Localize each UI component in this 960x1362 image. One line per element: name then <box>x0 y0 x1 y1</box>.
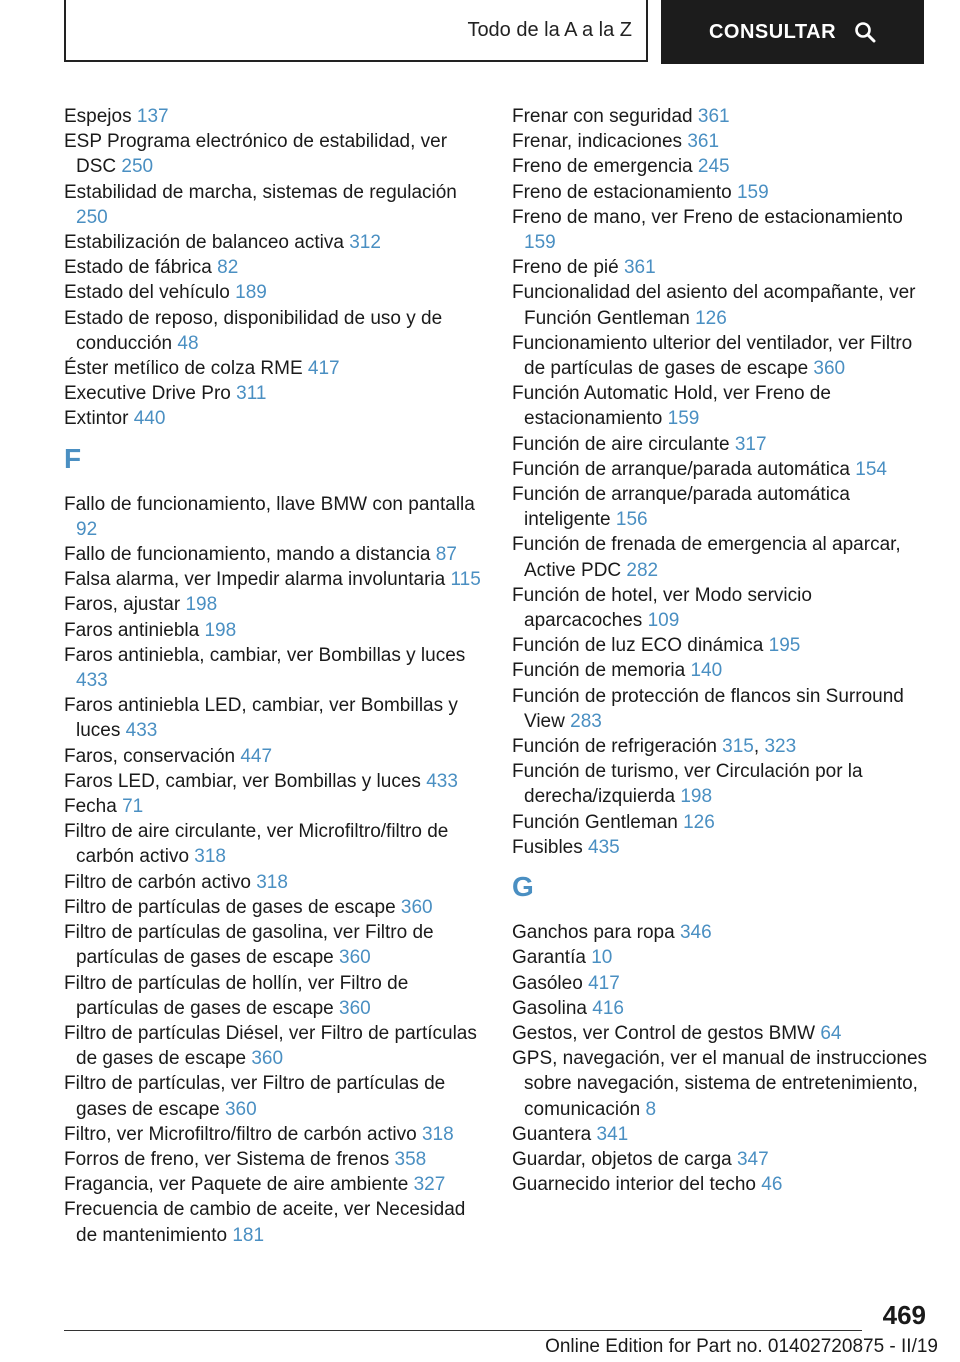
index-entry <box>512 381 932 431</box>
page-link[interactable]: 82 <box>217 257 239 279</box>
index-entry: Función de refrigeración 315, 323 <box>512 736 797 758</box>
index-entry-text: Función Gentleman <box>512 811 678 833</box>
index-entry-text: Estabilización de balanceo activa <box>64 232 344 254</box>
index-entry <box>64 794 484 819</box>
index-entry-text: Función de luz ECO dinámica <box>512 635 764 657</box>
page-link[interactable]: 8 <box>645 1098 657 1120</box>
page-link[interactable]: 126 <box>695 307 727 329</box>
page-link[interactable]: 315 <box>722 736 754 758</box>
page-link[interactable]: 159 <box>667 408 700 430</box>
page-link[interactable]: 282 <box>626 559 659 581</box>
index-entry-text: Freno de estacionamiento <box>512 181 732 203</box>
section-letter: G <box>512 871 534 903</box>
page-link[interactable]: 189 <box>235 282 267 304</box>
page-link[interactable]: 137 <box>136 106 169 127</box>
index-entry-text: Función de arranque/parada automática inteligente <box>512 484 851 531</box>
index-entry-text: Fusibles <box>512 836 583 858</box>
page-link[interactable]: 358 <box>394 1148 427 1170</box>
index-entry-text: Gasóleo <box>512 972 583 994</box>
index-entry-text: Filtro de partículas de gasolina, ver Filtro de partículas de gases de escape <box>64 922 434 969</box>
section-letter: F <box>64 442 82 474</box>
index-entry <box>512 996 932 1021</box>
index-entry-text: Ganchos para ropa <box>512 922 675 944</box>
page-link[interactable]: 154 <box>855 458 887 480</box>
page-link[interactable]: 435 <box>588 836 620 858</box>
index-entry <box>512 129 932 154</box>
index-entry <box>64 180 484 230</box>
index-entry-text: Estado de reposo, disponibilidad de uso y de conducción <box>64 307 443 354</box>
index-entry <box>64 542 484 567</box>
page-link[interactable]: 361 <box>687 131 720 153</box>
index-entry <box>64 406 484 431</box>
index-entry-text: Guardar, objetos de carga <box>512 1148 732 1170</box>
index-entry <box>64 1071 484 1121</box>
page-link[interactable]: 198 <box>680 786 713 808</box>
page-link[interactable]: 360 <box>224 1098 257 1120</box>
index-entry-text: Frenar, indicaciones <box>512 131 683 153</box>
page-link[interactable]: 109 <box>647 610 680 632</box>
index-entry <box>64 230 484 255</box>
index-entry <box>512 180 932 205</box>
page-link[interactable]: 347 <box>736 1148 769 1170</box>
index-entry <box>64 643 484 693</box>
index-entry <box>512 971 932 996</box>
index-entry <box>512 1122 932 1147</box>
index-entry <box>64 1147 484 1172</box>
index-entry-text: Freno de mano, ver Freno de estacionamiento <box>512 206 903 228</box>
page-link[interactable]: 361 <box>697 106 730 127</box>
index-entry <box>64 356 484 381</box>
index-entry-text: Función de memoria <box>512 660 686 682</box>
page-link[interactable]: 327 <box>413 1174 446 1196</box>
index-entry <box>64 819 484 869</box>
index-entry <box>512 154 932 179</box>
footer-divider <box>64 1330 862 1331</box>
index-entry <box>64 306 484 356</box>
index-entry <box>64 693 484 743</box>
index-entry <box>64 1021 484 1071</box>
page-link[interactable]: 360 <box>400 896 433 918</box>
search-icon <box>854 21 876 43</box>
page-link[interactable]: 181 <box>232 1224 265 1246</box>
index-entry <box>512 583 932 633</box>
index-entry-text: Faros antiniebla LED, cambiar, ver Bombillas y luces <box>64 695 458 742</box>
page-link[interactable]: 159 <box>736 181 769 203</box>
index-entry-text: Espejos <box>64 106 132 127</box>
index-entry-text: Executive Drive Pro <box>64 383 231 405</box>
index-entry <box>64 971 484 1021</box>
index-entry-text: Función de aire circulante <box>512 433 730 455</box>
index-entry <box>512 532 932 582</box>
page-link[interactable]: 360 <box>813 358 846 380</box>
page-link[interactable]: 245 <box>697 156 730 178</box>
index-entry <box>512 482 932 532</box>
index-entry-text: Estabilidad de marcha, sistemas de regulación <box>64 181 457 203</box>
index-entry <box>64 1172 484 1197</box>
index-entry <box>64 592 484 617</box>
index-entry <box>512 104 932 129</box>
page-link[interactable]: 433 <box>76 670 108 692</box>
index-entry <box>64 129 484 179</box>
index-entry <box>512 684 932 734</box>
index-entry-text: Filtro de partículas de hollín, ver Filtro de partículas de gases de escape <box>64 972 409 1019</box>
tab-a-to-z[interactable]: Todo de la A a la Z <box>64 0 648 62</box>
index-entry <box>512 1046 932 1122</box>
footer-edition: Online Edition for Part no. 01402720875 - II/19 <box>545 1336 938 1357</box>
index-entry-text: Fallo de funcionamiento, mando a distancia <box>64 544 431 566</box>
page-link[interactable]: 71 <box>122 796 144 818</box>
index-entry-text: Faros antiniebla, cambiar, ver Bombillas y luces <box>64 644 466 666</box>
index-entry <box>512 1021 932 1046</box>
page-link[interactable]: 433 <box>125 720 158 742</box>
index-entry <box>64 920 484 970</box>
index-entry-text: Filtro, ver Microfiltro/filtro de carbón activo <box>64 1123 417 1145</box>
index-entry-text: Freno de emergencia <box>512 156 693 178</box>
tab-consultar-label: CONSULTAR <box>708 20 837 43</box>
page-link[interactable]: 48 <box>177 332 199 354</box>
index-entry-text: Fallo de funcionamiento, llave BMW con pantalla <box>64 493 475 515</box>
page-link[interactable]: 92 <box>76 518 98 540</box>
page-link[interactable]: 417 <box>307 358 340 380</box>
page-link[interactable]: 311 <box>236 383 267 405</box>
index-entry-text: Faros, conservación <box>64 745 236 767</box>
index-entry-text: ESP Programa electrónico de estabilidad, ver DSC <box>64 131 448 178</box>
page-link[interactable]: 250 <box>121 156 154 178</box>
index-entry-text: Falsa alarma, ver Impedir alarma involuntaria <box>64 569 446 591</box>
index-entry-text: Faros antiniebla <box>64 619 200 641</box>
index-entry-text: Filtro de partículas de gases de escape <box>64 896 396 918</box>
index-entry-text: Filtro de partículas, ver Filtro de partículas de gases de escape <box>64 1073 446 1120</box>
page-link[interactable]: 140 <box>690 660 723 682</box>
page-link[interactable]: 195 <box>768 635 801 657</box>
index-entry <box>64 492 484 542</box>
page-link[interactable]: 156 <box>615 509 648 531</box>
index-entry <box>512 920 932 945</box>
page-link[interactable]: 417 <box>588 972 620 994</box>
page-link[interactable]: 360 <box>339 947 371 969</box>
index-entry <box>64 769 484 794</box>
page-link[interactable]: 317 <box>734 433 767 455</box>
index-entry-text: Gestos, ver Control de gestos BMW <box>512 1022 816 1044</box>
index-entry <box>512 835 932 860</box>
index-entry <box>512 1172 932 1197</box>
index-entry-text: Freno de pié <box>512 257 619 279</box>
index-entry <box>64 895 484 920</box>
index-entry <box>64 1197 484 1247</box>
index-entry-text: Faros, ajustar <box>64 594 181 616</box>
index-entry-text: Frenar con seguridad <box>512 106 693 127</box>
index-entry-text: Guarnecido interior del techo <box>512 1174 756 1196</box>
page-number: 469 <box>882 1300 926 1330</box>
header-tabs <box>64 0 924 64</box>
index-entry-text: Faros LED, cambiar, ver Bombillas y luces <box>64 770 421 792</box>
index-entry <box>64 280 484 305</box>
index-entry <box>512 432 932 457</box>
page-link[interactable]: 198 <box>204 619 237 641</box>
index-entry-text: Éster metílico de colza RME <box>64 358 303 380</box>
index-entry <box>64 618 484 643</box>
page-link[interactable]: 87 <box>435 544 457 566</box>
page-link[interactable]: 433 <box>426 770 458 792</box>
index-entry-text: Gasolina <box>512 997 587 1019</box>
page-link[interactable]: 341 <box>596 1123 629 1145</box>
index-entry <box>512 280 932 330</box>
index-entry <box>512 945 932 970</box>
index-column-left <box>64 104 484 1248</box>
index-entry <box>512 759 932 809</box>
page-link[interactable]: 318 <box>256 871 288 893</box>
page-link[interactable]: 159 <box>524 232 556 254</box>
index-entry <box>512 457 932 482</box>
index-entry-text: Función de arranque/parada automática <box>512 458 851 480</box>
index-entry-text: Función de protección de flancos sin Surround View <box>512 685 904 732</box>
index-entry <box>512 1147 932 1172</box>
index-entry-text: Extintor <box>64 408 129 430</box>
page-link[interactable]: 64 <box>820 1022 842 1044</box>
index-entry-text: Filtro de carbón activo <box>64 871 251 893</box>
page-link[interactable]: 361 <box>623 257 656 279</box>
page-link[interactable]: 318 <box>194 846 226 868</box>
index-entry-text: Guantera <box>512 1123 592 1145</box>
page-link[interactable]: 250 <box>76 206 108 228</box>
index-entry <box>512 255 932 280</box>
index-entry <box>512 205 932 255</box>
index-entry <box>64 567 484 592</box>
page-link[interactable]: 440 <box>133 408 166 430</box>
page-link[interactable]: 346 <box>679 922 712 944</box>
page-link[interactable]: 46 <box>761 1174 783 1196</box>
index-entry <box>512 331 932 381</box>
page-link[interactable]: 283 <box>570 710 602 732</box>
index-entry-text: Filtro de aire circulante, ver Microfiltro/filtro de carbón activo <box>64 821 449 868</box>
page-link[interactable]: 126 <box>683 811 715 833</box>
page-link[interactable]: 312 <box>349 232 381 254</box>
index-entry <box>64 870 484 895</box>
index-entry-text: Forros de freno, ver Sistema de frenos <box>64 1148 390 1170</box>
index-entry-text: GPS, navegación, ver el manual de instrucciones sobre navegación, sistema de entretenimiento, comunicación <box>512 1048 928 1120</box>
index-entry-text: Estado del vehículo <box>64 282 230 304</box>
page-link[interactable]: 360 <box>339 997 371 1019</box>
page-link[interactable]: 115 <box>450 569 481 591</box>
index-entry <box>64 255 484 280</box>
index-entry-text: Fecha <box>64 796 117 818</box>
page-link[interactable]: 10 <box>591 947 613 969</box>
index-entry <box>64 1122 484 1147</box>
index-entry-text: Garantía <box>512 947 586 969</box>
index-entry-text: Fragancia, ver Paquete de aire ambiente <box>64 1174 409 1196</box>
index-entry-text: Función de frenada de emergencia al aparcar, Active PDC <box>512 534 901 581</box>
index-entry-text: Estado de fábrica <box>64 257 212 279</box>
index-entry-text: Función de turismo, ver Circulación por la derecha/izquierda <box>512 761 863 808</box>
page-link[interactable]: 416 <box>592 997 624 1019</box>
index-entry <box>64 104 484 129</box>
index-entry <box>64 744 484 769</box>
index-entry-text: Funcionamiento ulterior del ventilador, ver Filtro de partículas de gases de escape <box>512 332 913 380</box>
index-entry <box>512 658 932 683</box>
page-link[interactable]: 198 <box>185 594 218 616</box>
page-link[interactable]: 323 <box>764 736 797 758</box>
index-column-right <box>512 104 932 1197</box>
index-entry-text: Función Automatic Hold, ver Freno de estacionamiento <box>512 383 831 430</box>
index-entry <box>512 633 932 658</box>
index-entry-text: Función de refrigeración <box>512 736 717 758</box>
index-entry-text: Función de hotel, ver Modo servicio aparcacoches <box>512 584 812 632</box>
index-entry-text: Funcionalidad del asiento del acompañante, ver Función Gentleman <box>512 282 916 329</box>
index-entry-text: Frecuencia de cambio de aceite, ver Necesidad de mantenimiento <box>64 1199 466 1246</box>
index-entry <box>512 810 932 835</box>
tab-consultar[interactable] <box>661 0 924 64</box>
index-entry-text: Filtro de partículas Diésel, ver Filtro de partículas de gases de escape <box>64 1022 477 1070</box>
page-link[interactable]: 447 <box>240 745 273 767</box>
page-link[interactable]: 360 <box>251 1048 284 1070</box>
page-link[interactable]: 318 <box>421 1123 454 1145</box>
index-entry <box>64 381 484 406</box>
